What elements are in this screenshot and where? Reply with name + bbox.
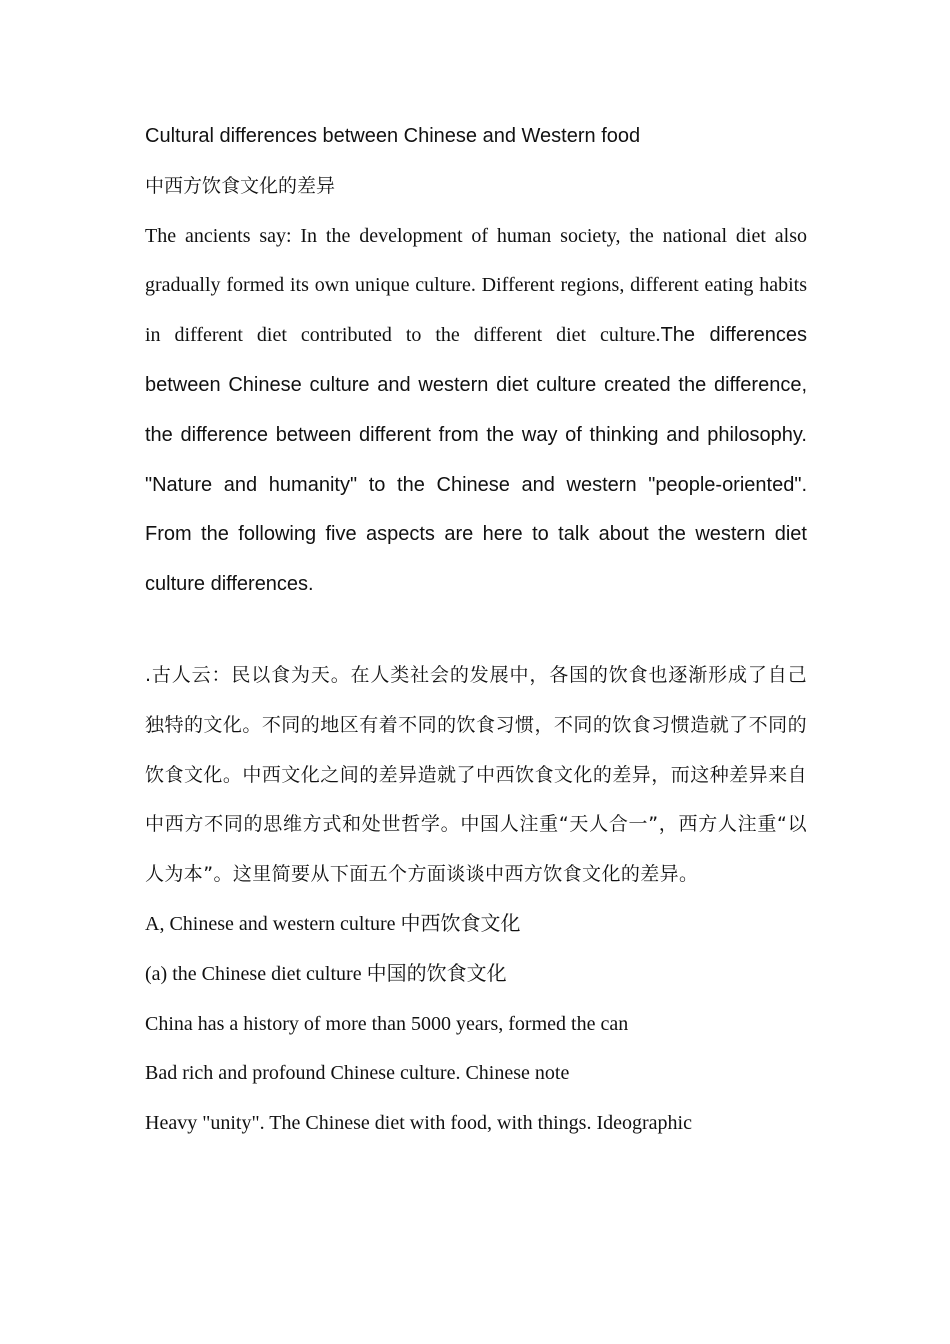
body-line: Bad rich and profound Chinese culture. Chinese note xyxy=(145,1062,570,1085)
subsection-heading-a: (a) the Chinese diet culture 中国的饮食文化 xyxy=(145,962,507,985)
body-line: China has a history of more than 5000 years, formed the can xyxy=(145,1012,629,1035)
title-chinese: 中西方饮食文化的差异 xyxy=(145,174,336,197)
section-heading-a: A, Chinese and western culture 中西饮食文化 xyxy=(145,912,521,935)
intro-paragraph-chinese: .古人云：民以食为天。在人类社会的发展中，各国的饮食也逐渐形成了自己独特的文化。不同的地区有着不同的饮食习惯，不同的饮食习惯造就了不同的饮食文化。中西文化之间的差异造就了中西饮食文化的差异，而这种差异来自中西方不同的思维方式和处世哲学。中国人注重“天人合一”，西方人注重“以人为本”。这里简要从下面五个方面谈谈中西方饮食文化的差异。 xyxy=(145,663,807,886)
title-english: Cultural differences between Chinese and Western food xyxy=(145,125,641,147)
intro-paragraph-english xyxy=(145,212,807,610)
text-column xyxy=(145,112,807,1149)
intro-serif-text: The ancients say: In the development of human society, the national diet also gradually formed its own unique culture. Different regions, different eating habits in different diet contributed to the different diet culture. xyxy=(145,224,807,347)
intro-sans-text: The differences between Chinese culture and western diet culture created the difference, the difference between different from the way of thinking and philosophy. "Nature and humanity" to the Chinese and western "people-oriented". From the following five aspects are here to talk about the western diet culture differences. xyxy=(145,324,807,596)
body-line: Heavy "unity". The Chinese diet with food, with things. Ideographic xyxy=(145,1112,692,1135)
paragraph-gap xyxy=(145,610,807,651)
